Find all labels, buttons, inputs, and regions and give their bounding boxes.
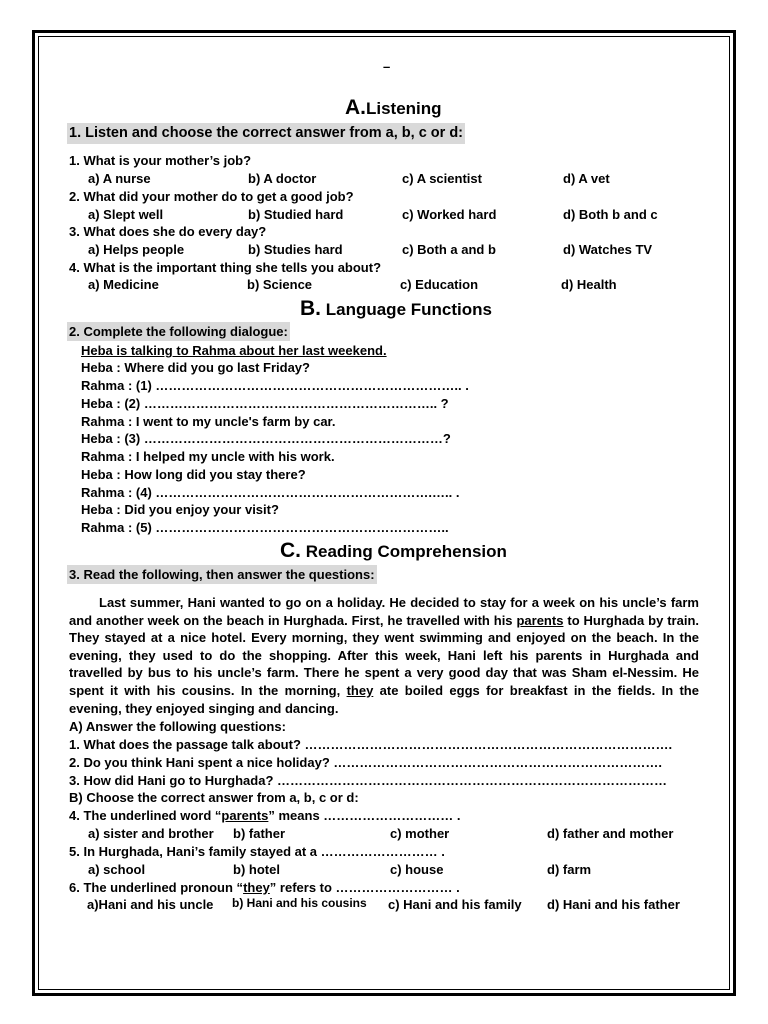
q3-option-a: a) Helps people [88, 242, 185, 257]
dialogue-line: Rahma : (1) …………………………………………………………….. . [81, 378, 469, 393]
dialogue-line: Heba : Did you enjoy your visit? [81, 502, 279, 517]
mcq5-option-d: d) farm [547, 862, 592, 877]
dialogue-line: Rahma : I went to my uncle's farm by car. [81, 414, 336, 429]
mcq4-option-d: d) father and mother [547, 826, 674, 841]
mcq5-option-a: a) school [88, 862, 146, 877]
dialogue-line: Heba : (2) ………………………………………………………….. ? [81, 396, 449, 411]
q2-option-a: a) Slept well [88, 207, 164, 222]
part-a-heading: A) Answer the following questions: [69, 719, 286, 734]
section-b-instruction: 2. Complete the following dialogue: [69, 324, 288, 339]
q4-option-d: d) Health [561, 277, 617, 292]
open-question-3: 3. How did Hani go to Hurghada? ……………………………………………………………………………… [69, 773, 667, 788]
q3-option-c: c) Both a and b [402, 242, 496, 257]
passage-part-1: Last summer, Hani wanted to go on a holiday. He decided to stay for a week on his uncle’s farm and another week on the beach in Hurghada. First, he travelled with his [69, 595, 699, 628]
question-2: 2. What did your mother do to get a good job? [69, 189, 354, 204]
q6-text-post: ” refers to ……………………… . [269, 880, 460, 895]
mcq5-option-c: c) house [390, 862, 444, 877]
dialogue-line: Rahma : (4) ……………………………………………………….….. . [81, 485, 460, 500]
q6-underlined-word: they [243, 880, 270, 895]
dialogue-line: Heba : Where did you go last Friday? [81, 360, 310, 375]
mcq4-option-c: c) mother [390, 826, 450, 841]
top-mark: – [383, 59, 391, 74]
mcq5-option-b: b) hotel [233, 862, 280, 877]
q3-option-d: d) Watches TV [563, 242, 653, 257]
q2-option-b: b) Studied hard [248, 207, 344, 222]
section-c-heading [280, 539, 507, 563]
section-b-heading [300, 297, 492, 321]
question-4: 4. What is the important thing she tells you about? [69, 260, 382, 275]
passage-part-2: to Hurghada by train. They stayed at a nice hotel. Every morning, they went swimming and enjoyed on the beach. In the evening, they used to do the shopping. After this week, Hani left his parents in Hurghada and travelled by bus to his uncle’s farm. There he spent a very good day that was Sham el-Nessim. He spent it with his cousins. In the morning, [69, 612, 699, 698]
q2-option-c: c) Worked hard [402, 207, 497, 222]
mcq-question-5: 5. In Hurghada, Hani’s family stayed at a ……………………… . [69, 844, 445, 859]
q1-option-d: d) A vet [563, 171, 610, 186]
section-b-title: Language Functions [325, 300, 492, 319]
mcq4-option-b: b) father [233, 826, 285, 841]
section-c-instruction: 3. Read the following, then answer the questions: [69, 567, 375, 582]
section-c-letter: C. [280, 539, 301, 562]
q4-text-pre: 4. The underlined word “ [69, 808, 222, 823]
q4-option-b: b) Science [247, 277, 313, 292]
mcq6-option-a: a)Hani and his uncle [87, 897, 214, 912]
dialogue-line: Rahma : (5) ………………………………………………………….. [81, 520, 449, 535]
question-3: 3. What does she do every day? [69, 224, 267, 239]
dialogue-line: Rahma : I helped my uncle with his work. [81, 449, 335, 464]
open-question-1: 1. What does the passage talk about? …………………………………………………………………………. [69, 737, 673, 752]
section-a-heading [345, 96, 442, 120]
q4-option-a: a) Medicine [88, 277, 159, 292]
q1-option-c: c) A scientist [402, 171, 482, 186]
mcq-question-4 [69, 807, 461, 824]
question-1: 1. What is your mother’s job? [69, 153, 252, 168]
section-a-title: Listening [366, 99, 442, 118]
part-b-heading: B) Choose the correct answer from a, b, c or d: [69, 790, 359, 805]
mcq4-option-a: a) sister and brother [88, 826, 214, 841]
q1-option-b: b) A doctor [248, 171, 317, 186]
passage-underlined-they: they [346, 682, 374, 698]
q4-option-c: c) Education [400, 277, 479, 292]
mcq6-option-b: b) Hani and his cousins [232, 896, 367, 910]
q3-option-b: b) Studies hard [248, 242, 343, 257]
mcq-question-6 [69, 879, 460, 896]
q4-text-post: ” means ………………………… . [268, 808, 461, 823]
reading-passage [69, 594, 699, 717]
q1-option-a: a) A nurse [88, 171, 151, 186]
dialogue-line: Heba : How long did you stay there? [81, 467, 306, 482]
q2-option-d: d) Both b and c [563, 207, 658, 222]
section-a-letter: A. [345, 96, 366, 119]
section-a-instruction: 1. Listen and choose the correct answer from a, b, c or d: [67, 123, 465, 144]
mcq6-option-d: d) Hani and his father [547, 897, 680, 912]
mcq6-option-c: c) Hani and his family [388, 897, 522, 912]
dialogue-line: Heba : (3) ……………………………………………………………? [81, 431, 451, 446]
section-b-letter: B. [300, 297, 321, 320]
section-c-title: Reading Comprehension [305, 542, 507, 561]
passage-part-3: ate boiled eggs for breakfast in the fields. In the evening, they enjoyed singing and dancing. [69, 682, 699, 716]
q4-underlined-word: parents [221, 808, 269, 823]
passage-underlined-parents: parents [516, 612, 564, 628]
open-question-2: 2. Do you think Hani spent a nice holiday? …………………………………………………………………. [69, 755, 662, 770]
q6-text-pre: 6. The underlined pronoun “ [69, 880, 244, 895]
dialogue-intro: Heba is talking to Rahma about her last weekend. [81, 343, 387, 358]
